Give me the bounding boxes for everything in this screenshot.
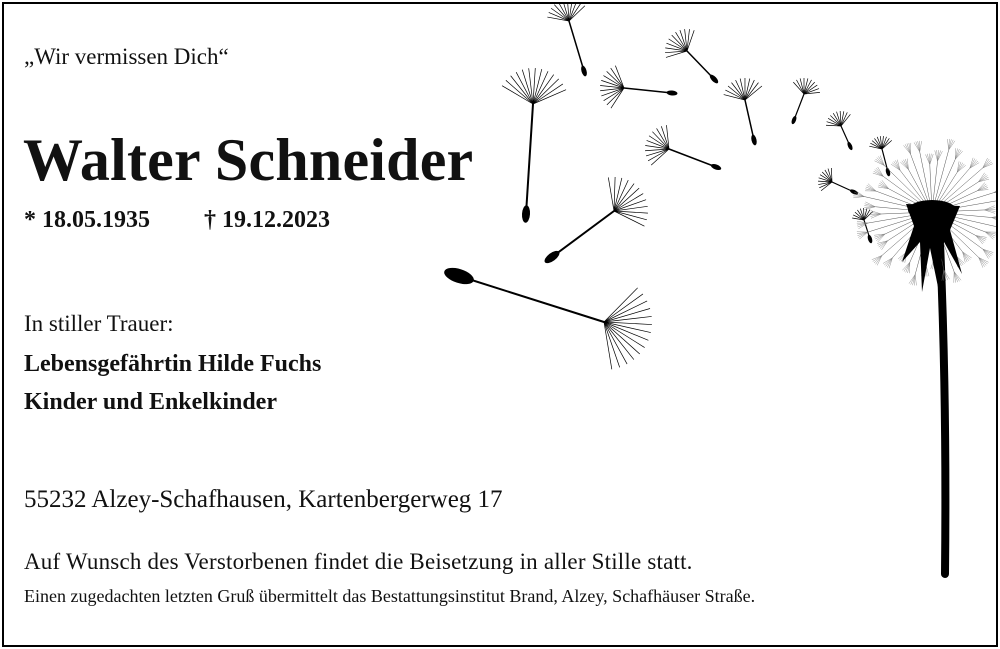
family-address: 55232 Alzey-Schafhausen, Kartenbergerweg 17 (24, 486, 503, 513)
dandelion-seed-icon (724, 78, 762, 146)
dandelion-seed-icon (826, 111, 854, 151)
dandelion-flower (853, 139, 996, 574)
dandelion-seed-icon (818, 168, 859, 196)
birth-date: * 18.05.1935 (24, 207, 150, 233)
obituary-notice (2, 2, 998, 647)
deceased-name: Walter Schneider (23, 127, 474, 193)
mourning-intro: In stiller Trauer: (24, 311, 174, 336)
dandelion-seed-icon (543, 177, 648, 265)
dandelion-illustration (434, 4, 996, 645)
greeting-note: Einen zugedachten letzten Gruß übermittelt das Bestattungsinstitut Brand, Alzey, Schafhäuser Straße. (24, 586, 756, 606)
dandelion-stem (939, 222, 945, 574)
dandelion-seed-icon (600, 66, 678, 109)
dandelion-seed-icon (547, 4, 588, 77)
mourner-family: Kinder und Enkelkinder (24, 389, 277, 415)
flying-seeds (442, 4, 892, 369)
dandelion-seed-icon (852, 208, 873, 244)
dandelion-seed-icon (645, 125, 722, 171)
dandelion-seed-icon (791, 78, 820, 125)
dandelion-seed-icon (442, 265, 652, 370)
death-date: † 19.12.2023 (204, 207, 330, 233)
mourner-partner: Lebensgefährtin Hilde Fuchs (24, 351, 322, 377)
quote-text: „Wir vermissen Dich“ (24, 44, 229, 69)
dandelion-seed-icon (502, 68, 566, 223)
funeral-note: Auf Wunsch des Verstorbenen findet die Beisetzung in aller Stille statt. (24, 549, 693, 574)
dandelion-seed-icon (665, 29, 720, 85)
